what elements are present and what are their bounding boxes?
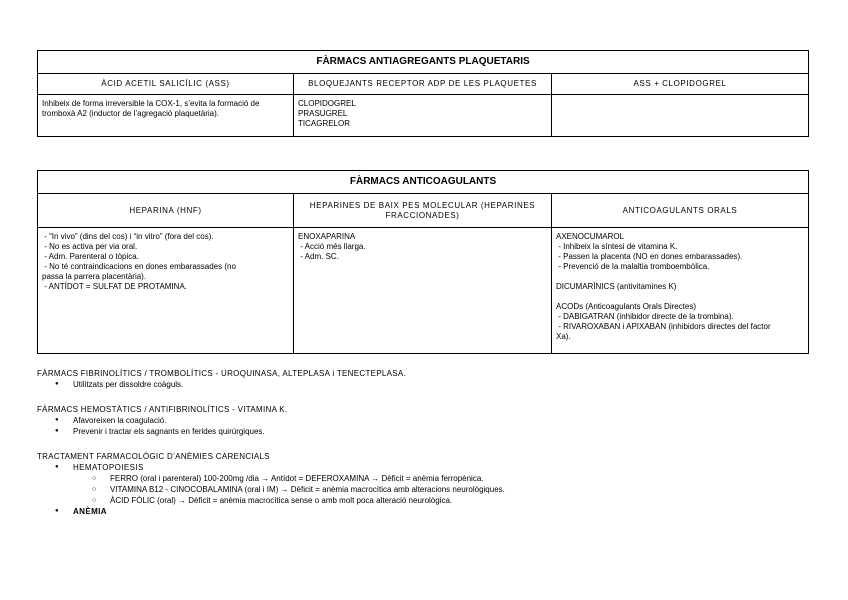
text-line: passa la parrera placentària).	[42, 272, 147, 281]
text-line: - Acció més llarga.	[298, 242, 366, 251]
sub-list-item: ○ FERRO (oral i parenteral) 100-200mg /dia → Antídot = DEFEROXAMINA → Dèficit = anèmia ferropènica.	[37, 473, 807, 484]
text-line: - Inhibeix la síntesi de vitamina K.	[556, 242, 678, 251]
text-line: Inhibeix de forma irreversible la COX-1, s’evita la formació de	[42, 99, 260, 108]
text-line: - ANTÍDOT = SULFAT DE PROTAMINA.	[42, 282, 187, 291]
drug-name: PRASUGREL	[298, 109, 348, 118]
list-item-anemia: ● ANÈMIA	[37, 506, 807, 517]
heparin-cell	[38, 228, 294, 354]
deficiency-list-2	[37, 506, 807, 517]
antiplatelet-header-ass: ÀCID ACETIL SALICÍLIC (ASS)	[38, 74, 294, 95]
antiplatelet-header-combo: ASS + CLOPIDOGREL	[552, 74, 809, 95]
text-line: - Adm. SC.	[298, 252, 339, 261]
text-line: - No es activa per via oral.	[42, 242, 138, 251]
text-line: ACODs (Anticoagulants Orals Directes)	[556, 302, 697, 311]
text-line: - Passen la placenta (NO en dones embarassades).	[556, 252, 743, 261]
spacer	[556, 292, 804, 302]
drug-name: CLOPIDOGREL	[298, 99, 356, 108]
anticoagulants-header-hnf: HEPARINA (HNF)	[38, 194, 294, 228]
antiplatelet-header-adp: BLOQUEJANTS RECEPTOR ADP DE LES PLAQUETES	[294, 74, 552, 95]
fibrinolytics-title: FÀRMACS FIBRINOLÍTICS / TROMBOLÍTICS - UROQUINASA, ALTEPLASA i TENECTEPLASA.	[37, 369, 407, 378]
hemostatics-title: FÀRMACS HEMOSTÀTICS / ANTIFIBRINOLÍTICS - VITAMINA K.	[37, 405, 288, 414]
deficiency-list	[37, 462, 807, 473]
list-item: ● Utilitzats per dissoldre coàguls.	[37, 379, 807, 390]
antiplatelet-title: FÀRMACS ANTIAGREGANTS PLAQUETARIS	[38, 51, 809, 74]
list-item: ● Afavoreixen la coagulació.	[37, 415, 807, 426]
sub-list-item: ○ VITAMINA B12 - CINOCOBALAMINA (oral i IM) → Dèficit = anèmia macrocítica amb alteracions neurològiques.	[37, 484, 807, 495]
list-item-hematopoiesis: ● HEMATOPOIESIS	[37, 462, 807, 473]
deficiency-title: TRACTAMENT FARMACOLÒGIC D’ANÈMIES CARENCIALS	[37, 452, 270, 461]
fibrinolytics-section	[37, 368, 807, 390]
hemostatics-section	[37, 404, 807, 437]
lmwh-cell	[294, 228, 552, 354]
text-line: tromboxà A2 (inductor de l’agregació plaquetària).	[42, 109, 219, 118]
antiplatelet-ass-cell	[38, 95, 294, 137]
text-line: - DABIGATRAN (inhibidor directe de la trombina).	[556, 312, 734, 321]
anticoagulants-header-oral: ANTICOAGULANTS ORALS	[552, 194, 809, 228]
text-line: - No té contraindicacions en dones embarassades (no	[42, 262, 236, 271]
list-item: ● Prevenir i tractar els sagnants en ferides quirúrgiques.	[37, 426, 807, 437]
deficiency-section	[37, 451, 807, 517]
spacer	[556, 272, 804, 282]
anticoagulants-header-lmwh: HEPARINES DE BAIX PES MOLECULAR (HEPARINES FRACCIONADES)	[294, 194, 552, 228]
drug-name: TICAGRELOR	[298, 119, 351, 128]
text-line: ENOXAPARINA	[298, 232, 356, 241]
text-line: - Adm. Parenteral o tòpica.	[42, 252, 139, 261]
antiplatelet-combo-cell	[552, 95, 809, 137]
text-line: - Prevenció de la malaltia tromboembòlica.	[556, 262, 710, 271]
antiplatelet-adp-cell	[294, 95, 552, 137]
oral-anticoagulants-cell	[552, 228, 809, 354]
anticoagulants-table	[37, 170, 809, 354]
text-line: AXENOCUMAROL	[556, 232, 625, 241]
hematopoiesis-sublist	[37, 473, 807, 506]
anticoagulants-title: FÀRMACS ANTICOAGULANTS	[38, 171, 809, 194]
antiplatelet-table	[37, 50, 809, 137]
sub-list-item: ○ ÀCID FÒLIC (oral) → Dèficit = anèmia macrocítica sense o amb molt poca alteració neurològica.	[37, 495, 807, 506]
fibrinolytics-list	[37, 379, 807, 390]
text-line: - RIVAROXABAN i APIXABAN (inhibidors directes del factor	[556, 322, 771, 331]
hemostatics-list	[37, 415, 807, 437]
text-line: Xa).	[556, 332, 571, 341]
text-line: DICUMARÍNICS (antivitamines K)	[556, 282, 677, 291]
text-line: - “In vivo” (dins del cos) i “in vitro” (fora del cos).	[42, 232, 214, 241]
